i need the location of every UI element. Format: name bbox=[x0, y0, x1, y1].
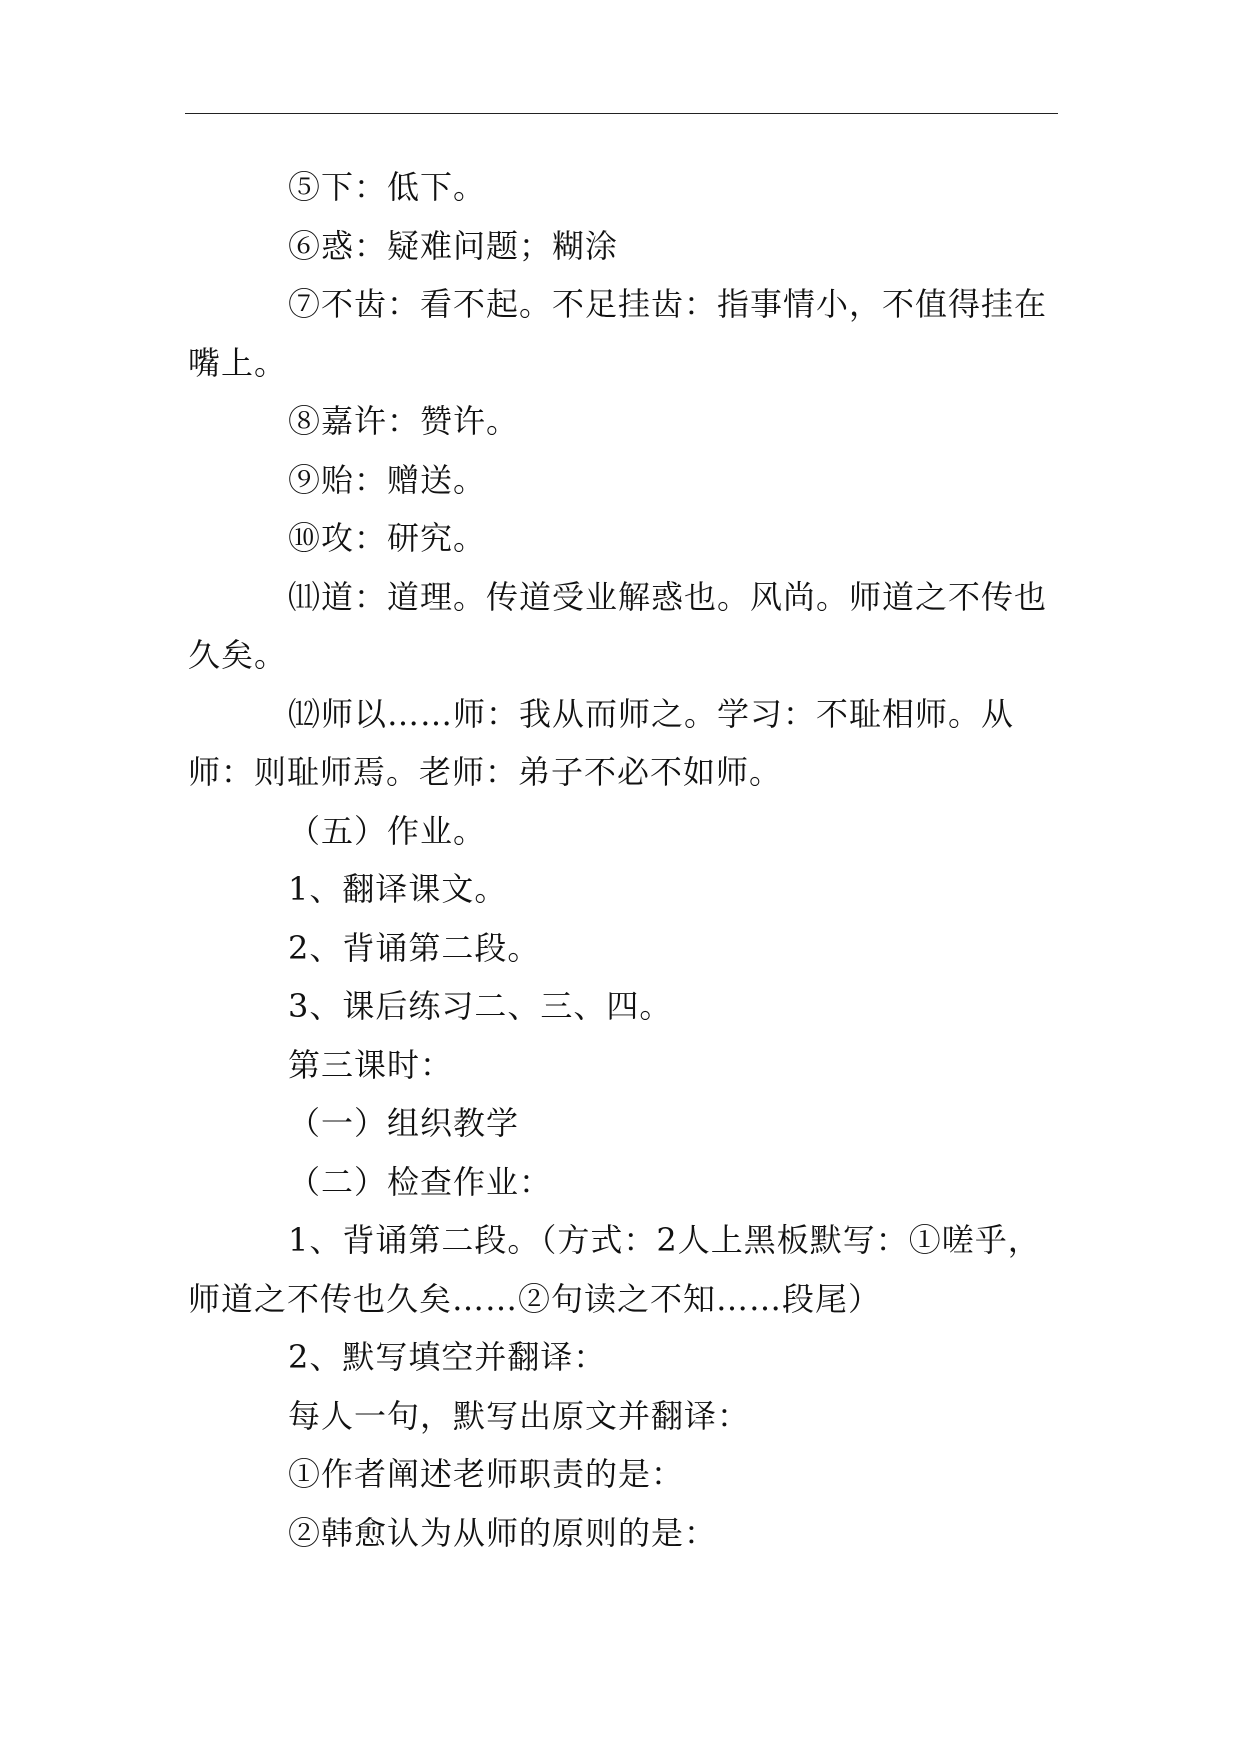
header-rule bbox=[185, 113, 1058, 114]
lesson-three-heading: 第三课时： bbox=[288, 1045, 454, 1084]
check-item-2: 2、默写填空并翻译： bbox=[288, 1338, 607, 1376]
homework-item-2: 2、背诵第二段。 bbox=[288, 928, 541, 967]
note-6: ⑥惑：疑难问题；糊涂 bbox=[288, 226, 619, 265]
check-item-1: 1、背诵第二段。（方式：2人上黑板默写：①嗟乎，师道之不传也久矣……②句读之不知……段尾） bbox=[188, 1221, 1041, 1318]
note-9: ⑨贻：赠送。 bbox=[288, 460, 487, 499]
note-11: ⑾道：道理。传道受业解惑也。风尚。师道之不传也久矣。 bbox=[188, 577, 1048, 674]
step-organize-teaching: （一）组织教学 bbox=[288, 1104, 520, 1142]
note-5: ⑤下：低下。 bbox=[288, 168, 487, 206]
note-10: ⑩攻：研究。 bbox=[288, 519, 487, 557]
question-2: ②韩愈认为从师的原则的是： bbox=[288, 1513, 718, 1552]
homework-item-1: 1、翻译课文。 bbox=[288, 870, 508, 908]
note-7: ⑦不齿：看不起。不足挂齿：指事情小，不值得挂在嘴上。 bbox=[188, 285, 1048, 382]
step-check-homework: （二）检查作业： bbox=[288, 1162, 553, 1201]
section-homework-heading: （五）作业。 bbox=[288, 811, 487, 850]
note-12: ⑿师以……师：我从而师之。学习：不耻相师。从师：则耻师焉。老师：弟子不必不如师。 bbox=[188, 694, 1015, 791]
document-body bbox=[188, 158, 1058, 1562]
note-8: ⑧嘉许：赞许。 bbox=[288, 402, 520, 440]
instruction-line: 每人一句，默写出原文并翻译： bbox=[288, 1396, 751, 1435]
question-1: ①作者阐述老师职责的是： bbox=[288, 1455, 685, 1493]
homework-item-3: 3、课后练习二、三、四。 bbox=[288, 987, 673, 1025]
